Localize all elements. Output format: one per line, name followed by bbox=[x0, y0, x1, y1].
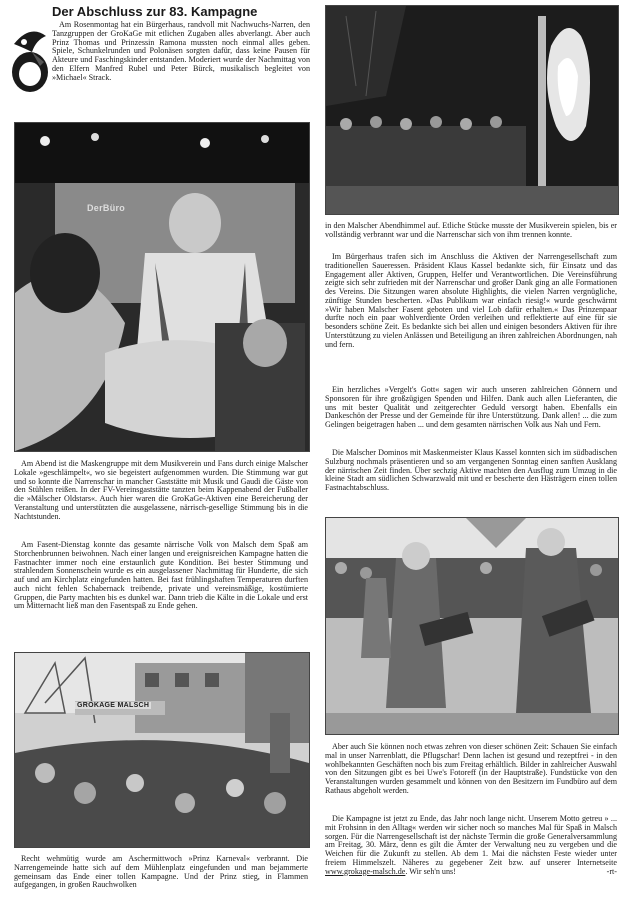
article-headline: Der Abschluss zur 83. Kampagne bbox=[52, 4, 258, 19]
street-crowd-photo bbox=[14, 652, 310, 848]
intro-paragraph: Am Rosenmontag hat ein Bürgerhaus, randvoll mit Nachwuchs-Narren, den Tanzgruppen der GroKaGe mit etlichen Zugaben alles abverlangt. Aber auch Prinz Thomas und Prinzessin Ramona mussten noch einmal alles geben. Spiele, Schunkelrunden und Polonäsen sorgten dafür, dass keine Pausen für Akteure und Faschingskinder entstanden. Moderiert wurde der Nachmittag von den Elfern Manfred Rubel und Peter Bürck, musikalisch begleitet von »Michael« Strack. bbox=[52, 21, 310, 82]
fasent-paragraph: Am Fasent-Dienstag konnte das gesamte närrische Volk von Malsch dem Spaß am Storchenbrunnen beiwohnen. Nach einer langen und ereignisreichen Kampagne hatten die Fastnachter immer noch eine erstaunlich gute Kondition. Bei bester Stimmung und strahlendem Sonnenschein wurde es ein ausgelassener Nachmittag für Hunderte, die sich auf und am Kirchplatz eingefunden hatten. Bei fast frühlingshaften Temperaturen durften auch nicht fehlen Schabernack treibende, private und vereinsmäßige, kostümierte Gruppen, die Party machten bis es dunkel war. Dann trieb die Kälte in die Lokale und erst um Mitternacht ließ man den Fasentspaß zu Ende gehen. bbox=[14, 541, 308, 611]
burning-prince-photo bbox=[325, 5, 619, 215]
motto-closing: . Wir seh'n uns! bbox=[405, 866, 456, 876]
motto-text: Die Kampagne ist jetzt zu Ende, das Jahr noch lange nicht. Unserem Motto getreu » ... mit Frohsinn in den Alltag« werden wir sicher noch so manches Mal für Spaß in Malsch sorgen. Für die Narrengesellschaft ist der nächste Termin die große Generalversammlung am Freitag, 30. März, denn es gilt die Ämter der Verwaltung neu zu vergeben und die Weichen für die Zukunft zu stellen. Ab dem 1. Mai die nächsten Feste wieder unter freiem Himmelszelt. Näheres zu gegebener Zeit bzw. auf unserer Internetseite bbox=[325, 815, 617, 867]
dominos-paragraph: Die Malscher Dominos mit Maskenmeister Klaus Kassel konnten sich im südbadischen Sulzburg nochmals präsentieren und so am vergangenen Sonntag einen sanften Ausklang der närrischen Zeit finden. Über sechzig Aktive machten den Ausflug zum Umzug in die kleine Stadt am südlichen Schwarzwald mit und er bescherte den Hästrägern einen tollen Fastnachtabschluss. bbox=[325, 449, 617, 492]
grokage-logo bbox=[10, 22, 50, 94]
vergelts-gott-paragraph: Ein herzliches »Vergelt's Gott« sagen wir auch unseren zahlreichen Gönnern und Sponsoren für ihre großzügigen Spenden und Hilfen. Dank auch allen Lieferanten, die uns mit bester Qualität und zeitgerechter Geduld versorgt haben. Ebenfalls ein Dankeschön der Presse und der Gemeinde für ihre Unterstützung. Dank allen! ... die zum Gelingen beigetragen haben ... und dem gesamten närrischen Volk aus Nah und Fern. bbox=[325, 386, 617, 429]
jester-parade-photo bbox=[325, 517, 619, 735]
aschermittwoch-paragraph: Recht wehmütig wurde am Aschermittwoch »Prinz Karneval« verbrannt. Die Narrengemeinde hatte sich auf dem Mühlenplatz eingefunden und man bejammerte gemeinsam das Ende einer tollen Kampagne. Und der Prinz stieg, in Flammen aufgegangen, in großen Rauchwolken bbox=[14, 855, 308, 890]
maskengruppe-paragraph: Am Abend ist die Maskengruppe mit dem Musikverein und Fans durch einige Malscher Lokale »geschlämpelt«, wo sie begeistert aufgenommen wurden. Die Stimmung war gut und so konnte die Narrenschar in mancher Gaststätte mit Musik und Gaudi die Gäste von den Stühlen reißen. In der FV-Vereinsgaststätte tanzten beim Kappenabend der Fußballer die »Mälscher Oldstars«. Auch hier waren die GroKaGe-Aktiven eine Bereicherung der Veranstaltung und unterstützten die ausgelassene, närrisch-gesellige Stimmung bis in die Nachtstunden. bbox=[14, 460, 308, 521]
motto-paragraph bbox=[325, 815, 617, 897]
abendhimmel-paragraph: in den Malscher Abendhimmel auf. Etliche Stücke musste der Musikverein spielen, bis er vollständig verbrannt war und die Narrenschar sich von ihm trennen konnte. bbox=[325, 222, 617, 239]
stage-dance-photo bbox=[14, 122, 310, 452]
street-sign: GROKAGE MALSCH bbox=[77, 702, 150, 709]
stage-sign: DerBüro bbox=[87, 203, 126, 213]
signoff: -rt- bbox=[606, 866, 617, 876]
buergerhaus-paragraph: Im Bürgerhaus trafen sich im Anschluss die Aktiven der Narrengesellschaft zum traditionellen Saueressen. Präsident Klaus Kassel bedankte sich, für Einsatz und das Engagement aller Aktiven, Gruppen, Helfer und Verantwortlichen. Die Vereinsführung zeigte sich sehr zufrieden mit der Narrenschar und großer Dank ging an alle Formationen des Vereins. Die Sitzungen waren absolute Highlights, die vielen Narren vergnügliche, zünftige Stunden bescherten. »Das Publikum war einfach riesig!« wurde geschwärmt »Wir haben Malscher Fasent geboten und viel Lob dafür erhalten.« Das Prinzenpaar durfte noch ein paar wohlverdiente Orden verleihen und reflektierte auf eine für sie besonders schöne Zeit. Es bedankte sich bei allen und einigen besonders Aktiven für ihre Unterstützung zu vielen Anlässen und Beteiligung an ihren zahlreichen Abordnungen, nah und fern. bbox=[325, 253, 617, 349]
zehren-paragraph: Aber auch Sie können noch etwas zehren von dieser schönen Zeit: Schauen Sie einfach mal in unser Narrenblatt, die Pflugschar! Denn lachen ist gesund und rezeptfrei - in den wohlbekannten Geschäften noch bis zum Freitag erhältlich. Bilder in zahlreicher Auswahl von den Sitzungen gibt es bei Uwe's Fotoreff (in der Hauptstraße). Fundstücke von den Veranstaltungen wurden gesammelt und können von den Besitzern im Fundbüro auf dem Rathaus abgeholt werden. bbox=[325, 743, 617, 795]
website-link[interactable]: www.grokage-malsch.de bbox=[325, 866, 406, 876]
